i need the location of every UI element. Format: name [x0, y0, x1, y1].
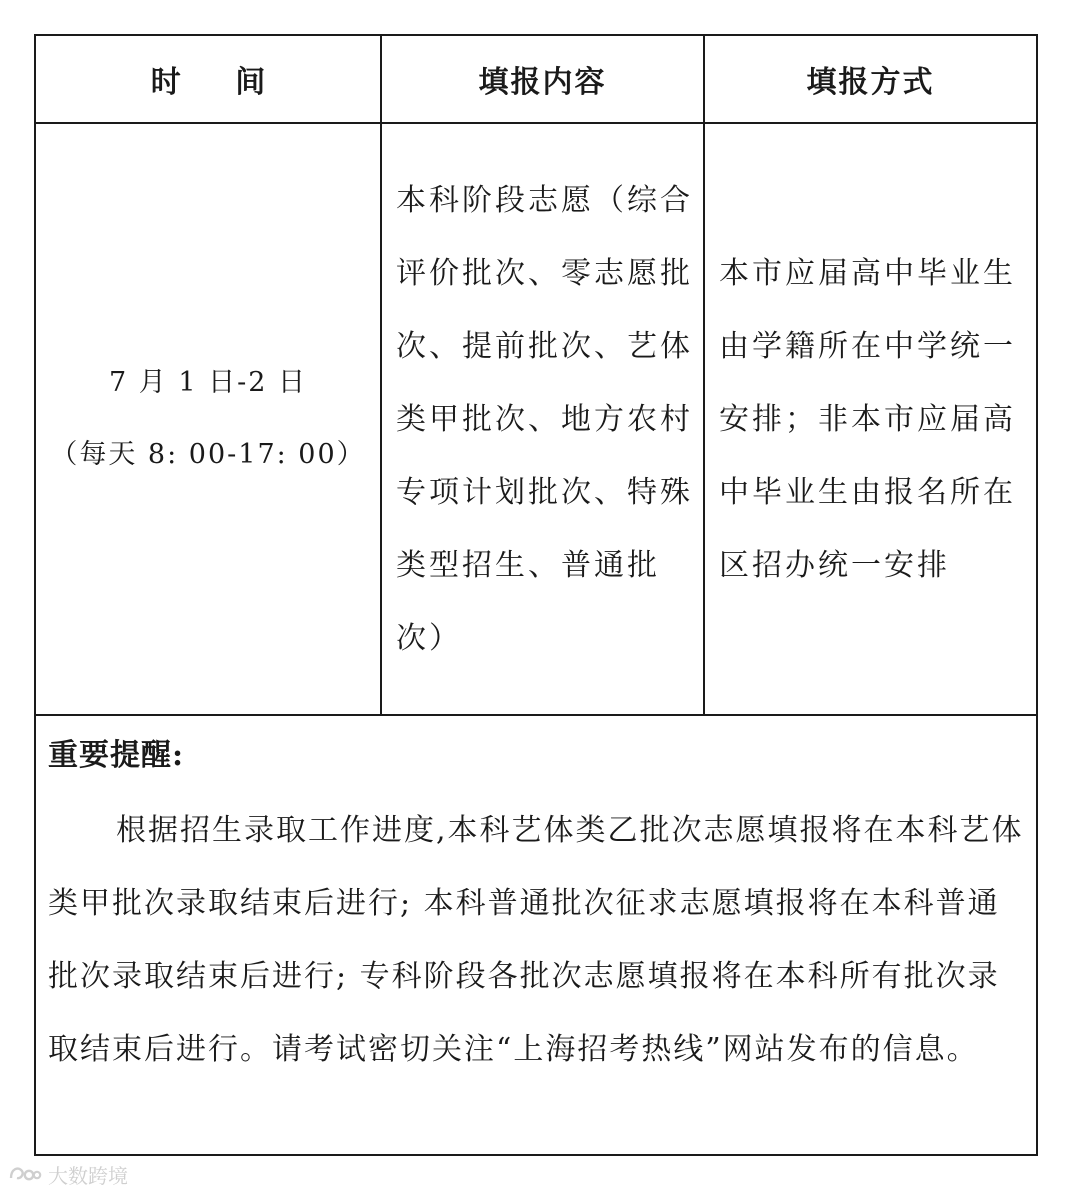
- method-text: 本市应届高中毕业生由学籍所在中学统一安排；非本市应届高中毕业生由报名所在区招办统一安排: [719, 256, 1016, 583]
- watermark: [8, 1156, 128, 1192]
- header-method-label: 填报方式: [806, 65, 935, 100]
- schedule-table: [34, 34, 1038, 1156]
- date-range: 7 月 1 日-2 日: [109, 367, 307, 398]
- content-text: 本科阶段志愿（综合评价批次、零志愿批次、提前批次、艺体类甲批次、地方农村专项计划批次、特殊类型招生、普通批次）: [396, 183, 693, 656]
- daily-hours: （每天 8: 00-17: 00）: [50, 439, 366, 470]
- notice-section: [36, 716, 1036, 1154]
- header-cell-method: [705, 36, 1036, 122]
- header-cell-time: [36, 36, 382, 122]
- brand-logo-icon: [8, 1163, 42, 1185]
- header-content-label: 填报内容: [478, 65, 607, 100]
- table-row: [36, 124, 1036, 716]
- header-time-label: 时 间: [150, 65, 288, 100]
- watermark-text: 大数跨境: [48, 1163, 128, 1188]
- notice-title: 重要提醒:: [48, 738, 185, 773]
- content-cell: [382, 124, 705, 714]
- table-header-row: [36, 36, 1036, 124]
- header-cell-content: [382, 36, 705, 122]
- method-cell: [705, 124, 1036, 714]
- notice-body: 根据招生录取工作进度,本科艺体类乙批次志愿填报将在本科艺体类甲批次录取结束后进行; 本科普通批次征求志愿填报将在本科普通批次录取结束后进行; 专科阶段各批次志愿填报将在本科所有批次录取结束后进行。请考试密切关注“上海招考热线”网站发布的信息。: [48, 813, 1024, 1067]
- time-cell-content: [36, 124, 380, 714]
- time-cell: [36, 124, 382, 714]
